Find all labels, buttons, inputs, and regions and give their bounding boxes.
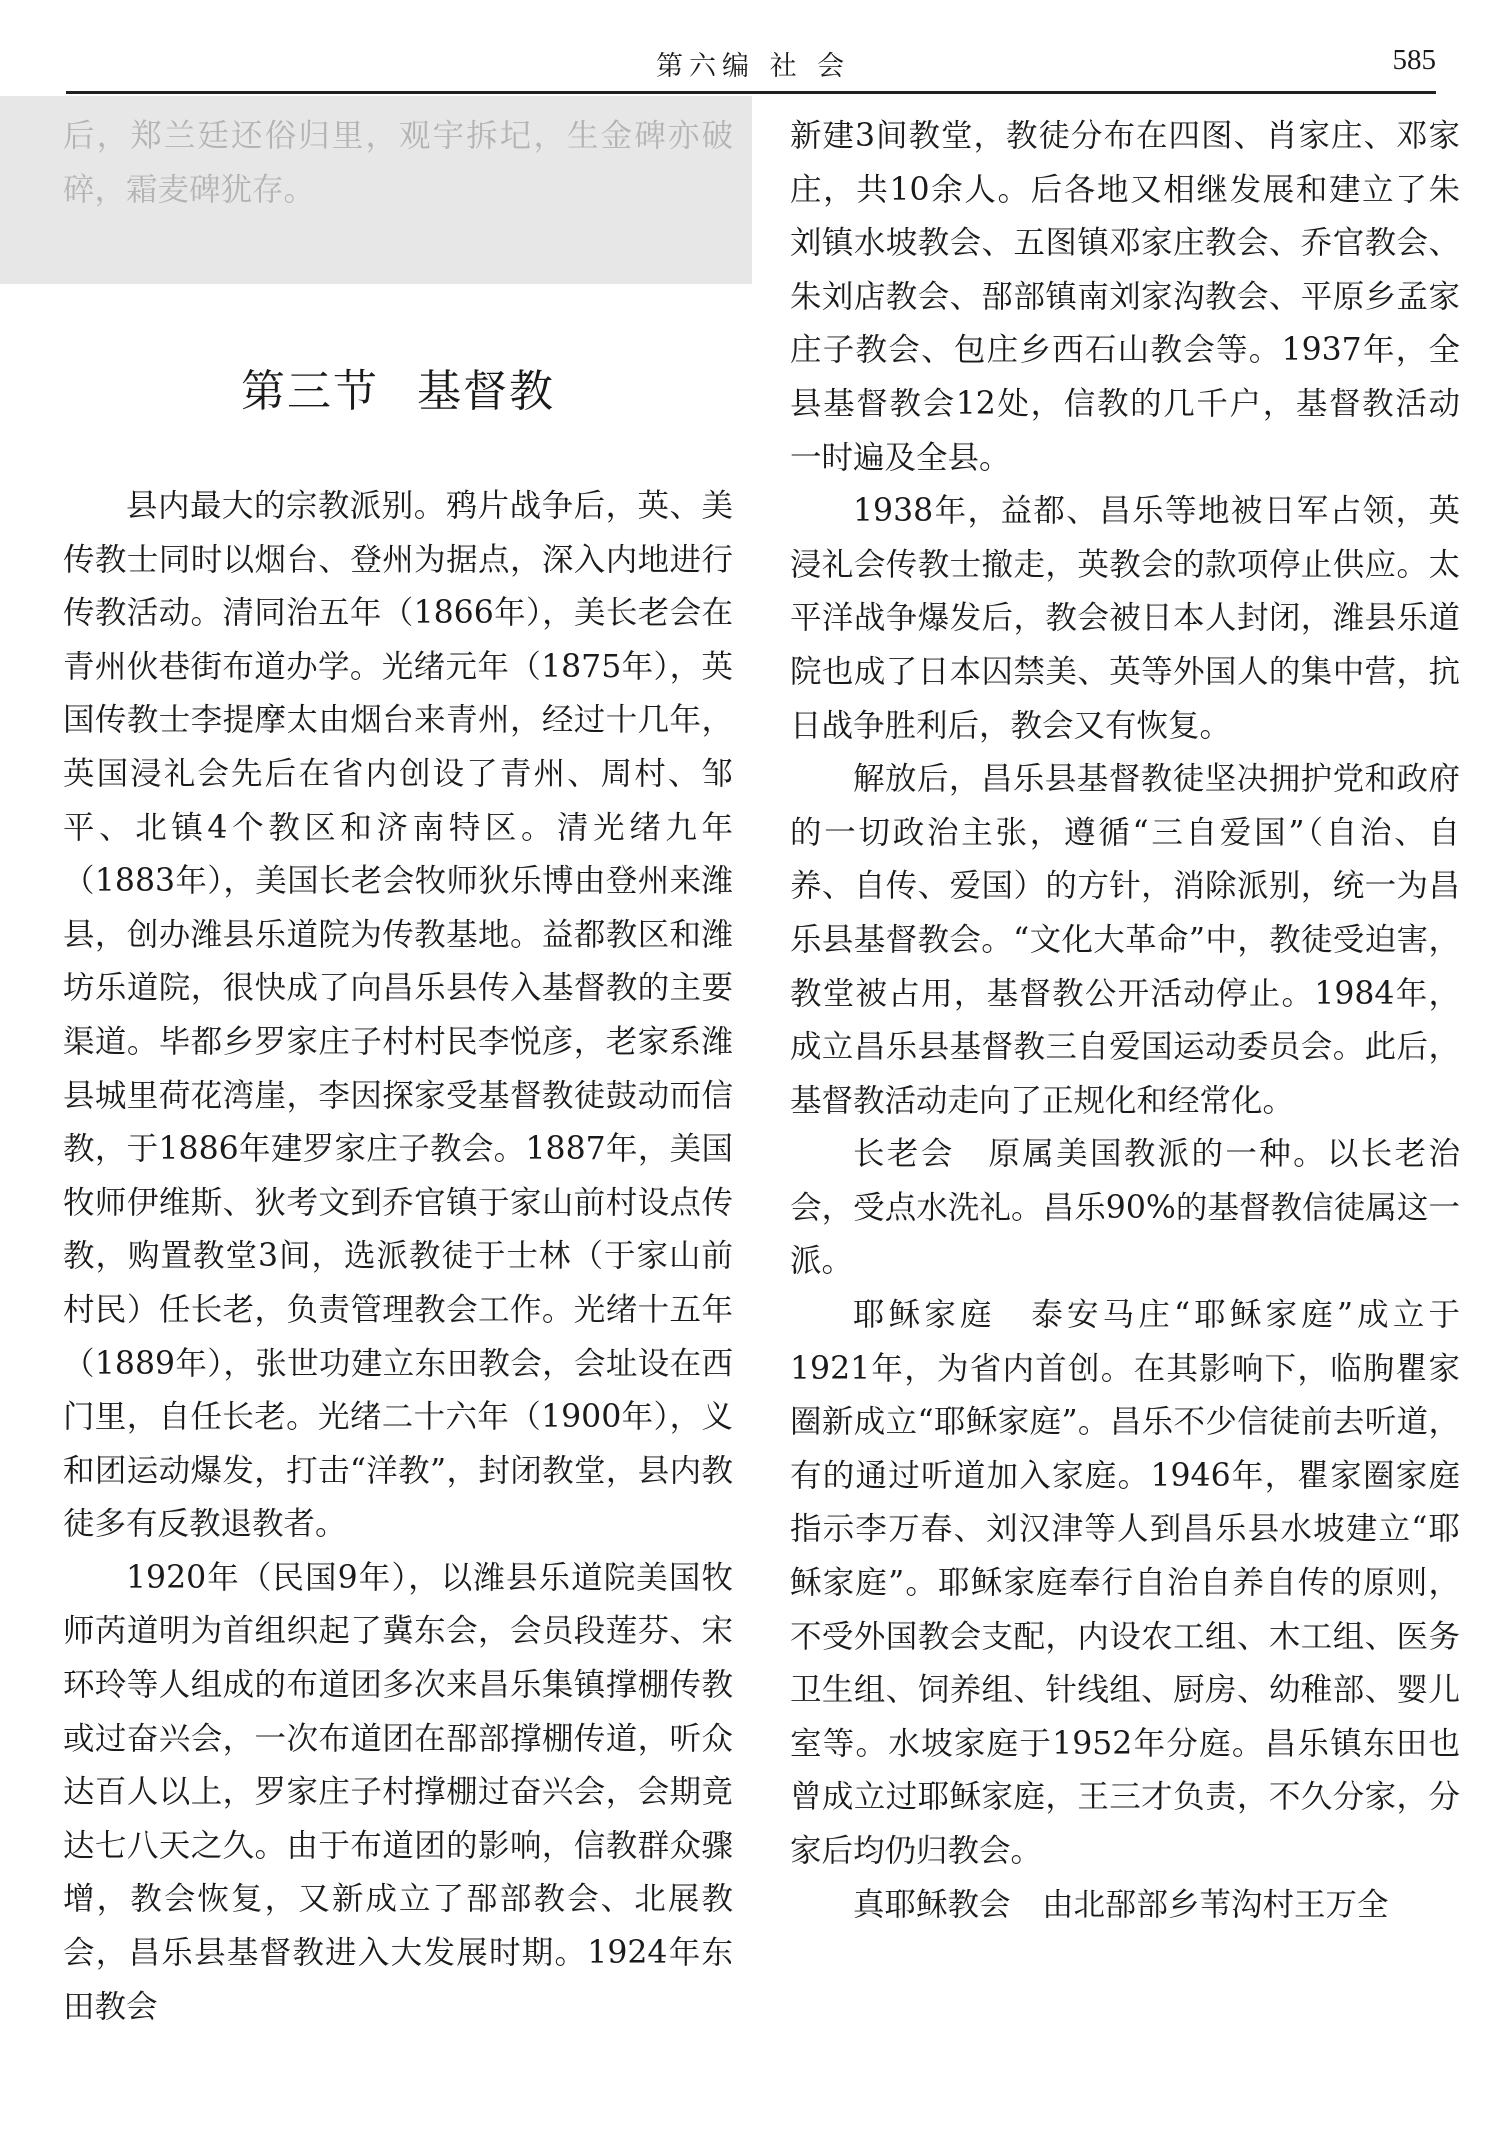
section-heading: [63, 355, 733, 419]
section-number: 第三节: [241, 365, 379, 417]
term-text: 原属美国教派的一种。以长老治会，受点水洗礼。昌乐90%的基督教信徒属这一派。: [790, 1136, 1460, 1280]
header-rule: [66, 91, 1436, 94]
page-number: 585: [1392, 44, 1436, 76]
term-label: 耶稣家庭: [853, 1297, 996, 1334]
paragraph: 新建3间教堂，教徒分布在四图、肖家庄、邓家庄，共10余人。后各地又相继发展和建立了朱刘镇水坡教会、五图镇邓家庄教会、乔官教会、朱刘店教会、郚部镇南刘家沟教会、平原乡孟家庄子教会、包庄乡西石山教会等。1937年，全县基督教会12处，信教的几千户，基督教活动一时遍及全县。: [790, 118, 1460, 476]
right-column: [790, 110, 1460, 1932]
paragraph: 1938年，益都、昌乐等地被日军占领，英浸礼会传教士撤走，英教会的款项停止供应。太平洋战争爆发后，教会被日本人封闭，潍县乐道院也成了日本囚禁美、英等外国人的集中营，抗日战争胜利后，教会又有恢复。: [790, 493, 1460, 744]
left-column: [63, 480, 733, 2034]
section-title: 基督教: [417, 365, 555, 417]
term-label: 真耶稣教会: [853, 1886, 1011, 1923]
page-header: [66, 44, 1436, 90]
paragraph: 解放后，昌乐县基督教徒坚决拥护党和政府的一切政治主张，遵循“三自爱国”（自治、自养、自传、爱国）的方针，消除派别，统一为昌乐县基督教会。“文化大革命”中，教徒受迫害，教堂被占用，基督教公开活动停止。1984年，成立昌乐县基督教三自爱国运动委员会。此后，基督教活动走向了正规化和经常化。: [790, 761, 1460, 1119]
term-paragraph: [790, 1879, 1460, 1933]
term-label: 长老会: [853, 1136, 955, 1173]
term-text: 泰安马庄“耶稣家庭”成立于1921年，为省内首创。在其影响下，临朐瞿家圈新成立“耶稣家庭”。昌乐不少信徒前去听道，有的通过听道加入家庭。1946年，瞿家圈家庭指示李万春、刘汉津等人到昌乐县水坡建立“耶稣家庭”。耶稣家庭奉行自治自养自传的原则，不受外国教会支配，内设农工组、木工组、医务卫生组、饲养组、针线组、厨房、幼稚部、婴儿室等。水坡家庭于1952年分庭。昌乐镇东田也曾成立过耶稣家庭，王三才负责，不久分家，分家后均仍归教会。: [790, 1297, 1460, 1869]
carryover-column: [63, 110, 733, 217]
term-paragraph: [790, 1128, 1460, 1289]
term-text: 由北郚部乡苇沟村王万全: [1042, 1886, 1389, 1923]
carryover-text: 后，郑兰廷还俗归里，观宇拆圮，生金碑亦破碎，霜麦碑犹存。: [63, 118, 733, 208]
term-paragraph: [790, 1289, 1460, 1879]
paragraph: 1920年（民国9年），以潍县乐道院美国牧师芮道明为首组织起了冀东会，会员段莲芬、宋环玲等人组成的布道团多次来昌乐集镇撑棚传教或过奋兴会，一次布道团在郚部撑棚传道，听众达百人以上，罗家庄子村撑棚过奋兴会，会期竟达七八天之久。由于布道团的影响，信教群众骤增，教会恢复，又新成立了郚部教会、北展教会，昌乐县基督教进入大发展时期。1924年东田教会: [63, 1559, 733, 2025]
paragraph: 县内最大的宗教派别。鸦片战争后，英、美传教士同时以烟台、登州为据点，深入内地进行传教活动。清同治五年（1866年），美长老会在青州伙巷街布道办学。光绪元年（1875年），英国传教士李提摩太由烟台来青州，经过十几年，英国浸礼会先后在省内创设了青州、周村、邹平、北镇4个教区和济南特区。清光绪九年（1883年），美国长老会牧师狄乐博由登州来潍县，创办潍县乐道院为传教基地。益都教区和潍坊乐道院，很快成了向昌乐县传入基督教的主要渠道。毕都乡罗家庄子村村民李悦彦，老家系潍县城里荷花湾崖，李因探家受基督教徒鼓动而信教，于1886年建罗家庄子教会。1887年，美国牧师伊维斯、狄考文到乔官镇于家山前村设点传教，购置教堂3间，选派教徒于士林（于家山前村民）任长老，负责管理教会工作。光绪十五年（1889年），张世功建立东田教会，会址设在西门里，自任长老。光绪二十六年（1900年），义和团运动爆发，打击“洋教”，封闭教堂，县内教徒多有反教退教者。: [63, 488, 733, 1543]
chapter-title: 第六编 社 会: [656, 51, 851, 82]
